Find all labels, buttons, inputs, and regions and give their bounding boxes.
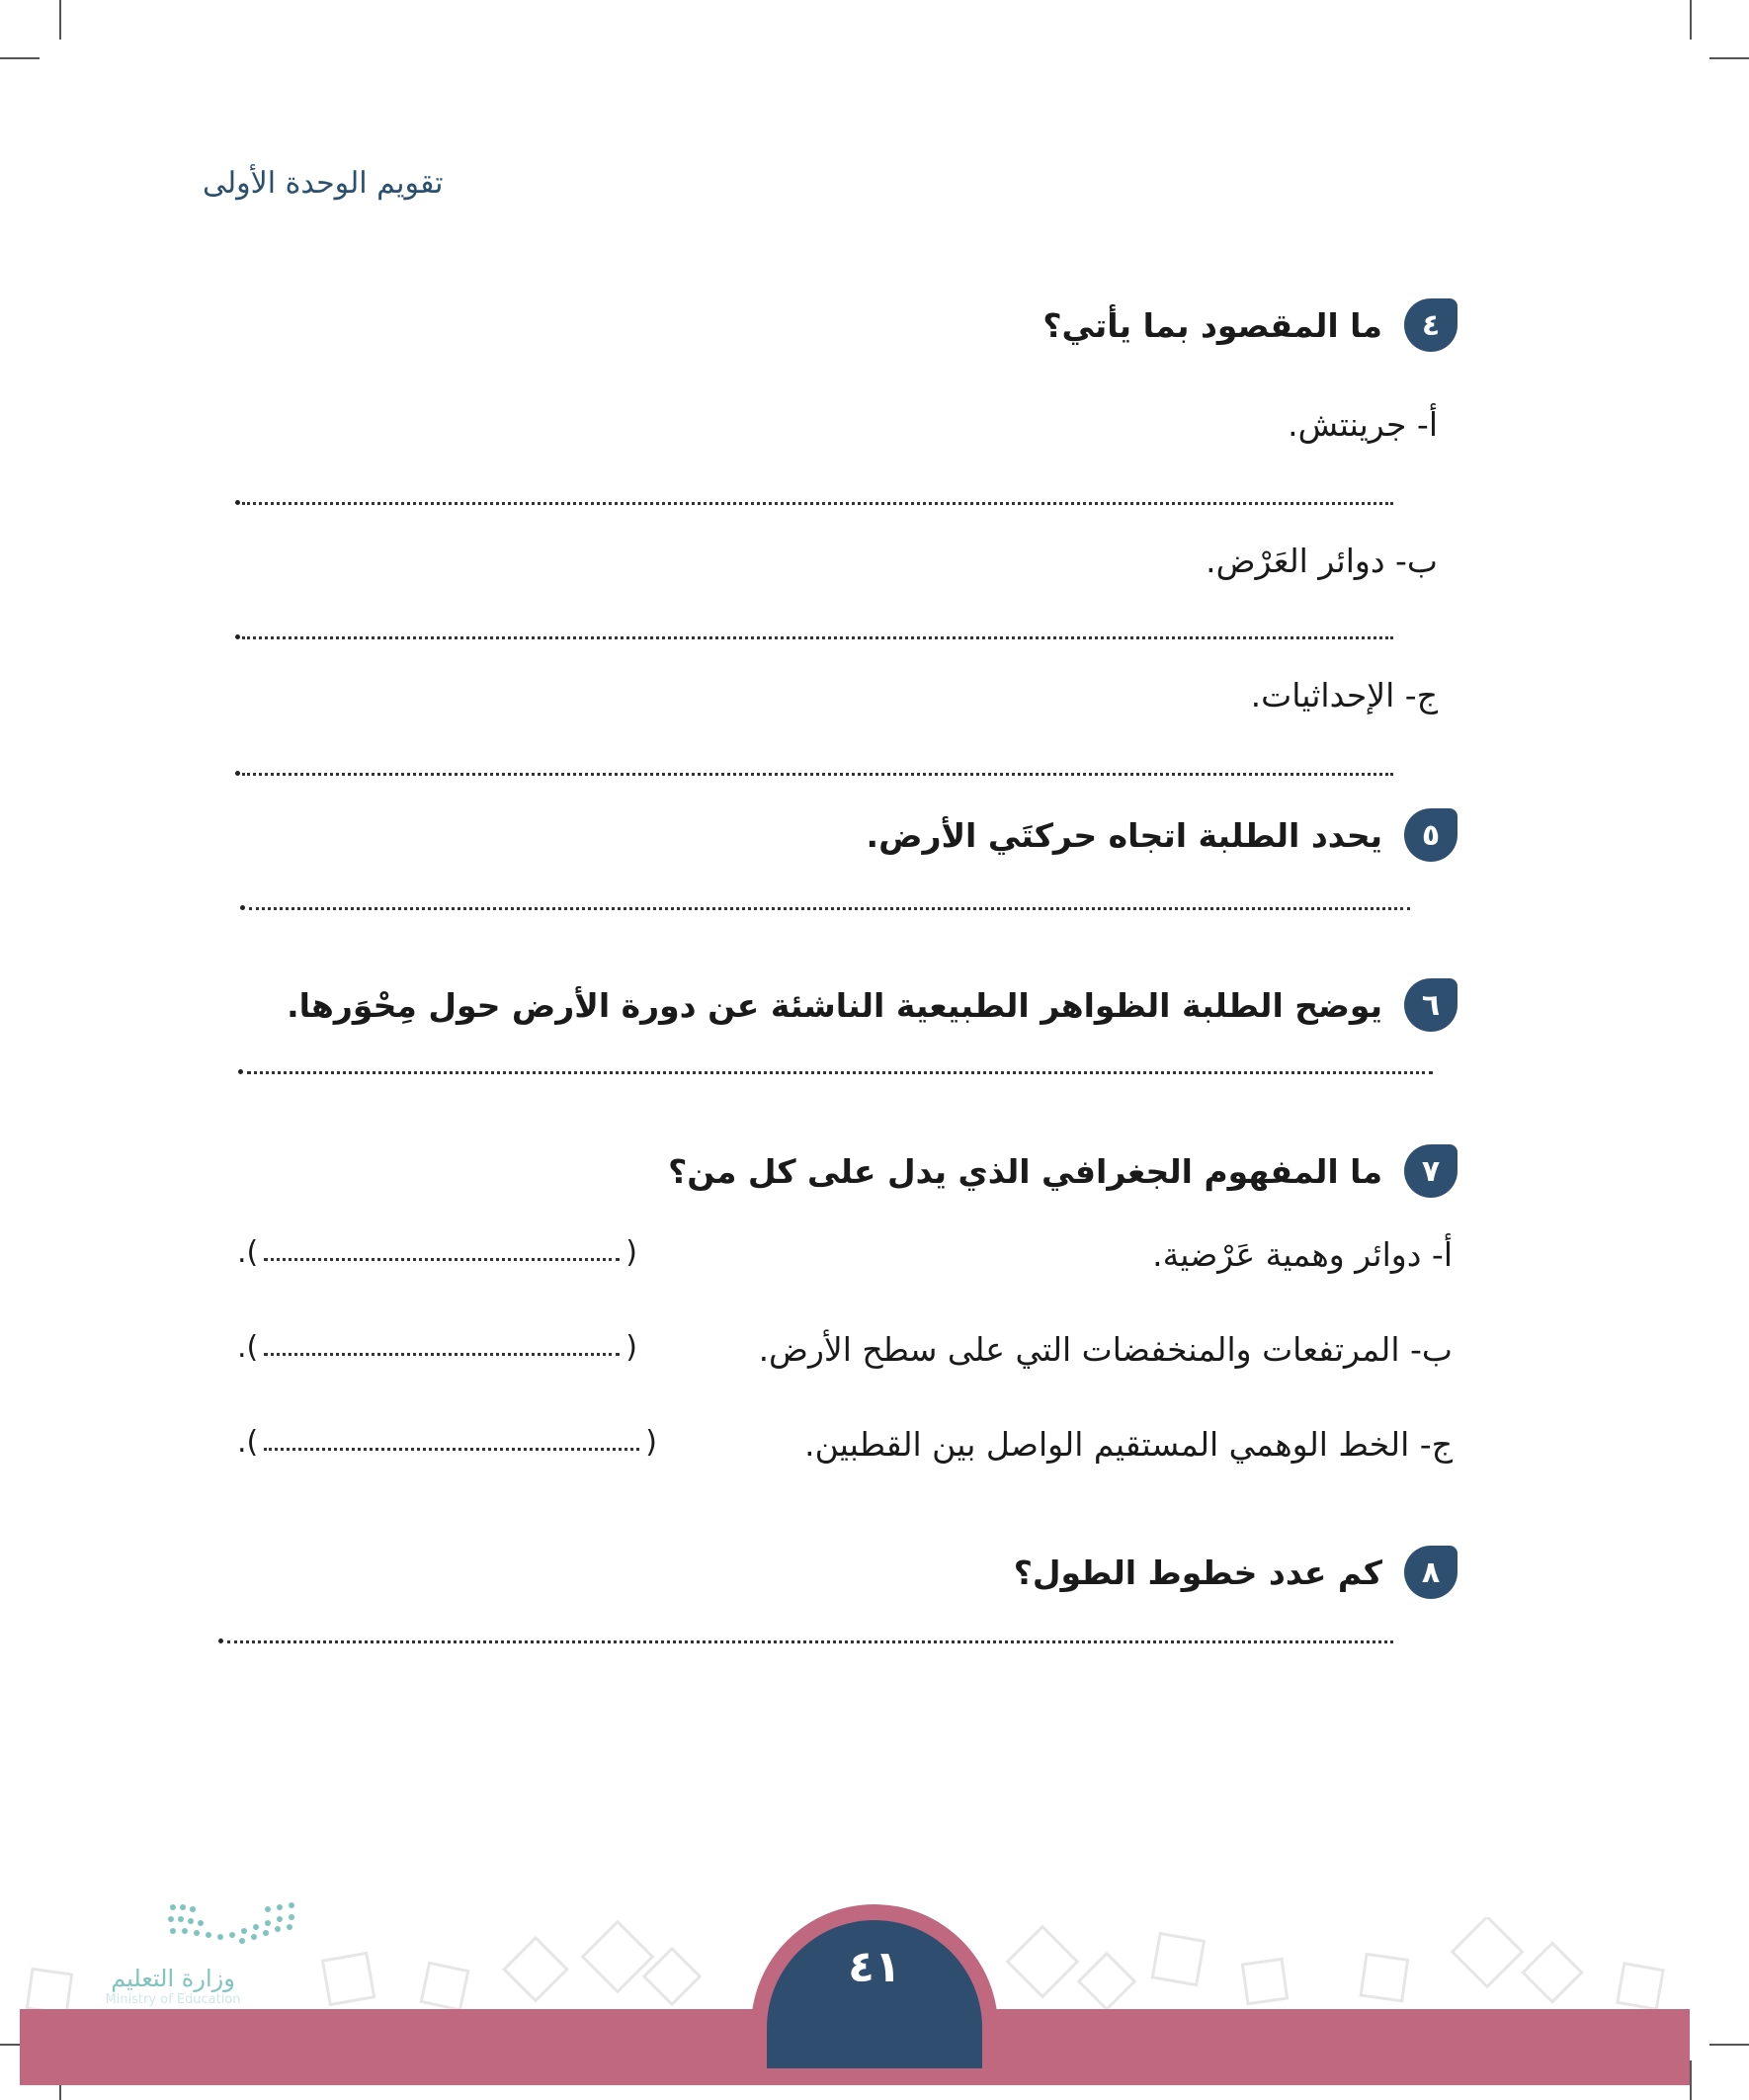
answer-item — [1251, 676, 1438, 714]
answer-line[interactable] — [247, 1071, 1433, 1074]
crop-mark — [1709, 2044, 1749, 2046]
crop-mark — [1709, 57, 1749, 59]
crop-mark — [59, 0, 61, 40]
item-text: دوائر العَرْض. — [1206, 542, 1385, 580]
answer-line[interactable] — [249, 907, 1410, 910]
item-letter: ب- — [1395, 542, 1438, 580]
crop-mark — [0, 57, 40, 59]
item-text: الخط الوهمي المستقيم الواصل بين القطبين. — [804, 1425, 1410, 1464]
answer-line[interactable] — [242, 773, 1393, 776]
item-letter: أ- — [1416, 405, 1438, 444]
ministry-name — [99, 1965, 247, 2007]
answer-line[interactable] — [242, 636, 1393, 639]
question-6 — [287, 978, 1458, 1032]
answer-line[interactable] — [242, 502, 1393, 505]
question-4 — [1042, 298, 1458, 352]
line-end-dot — [235, 771, 240, 776]
answer-item — [759, 1330, 1453, 1369]
question-8 — [1014, 1546, 1458, 1599]
answer-line[interactable] — [227, 1640, 1393, 1643]
question-number-badge: ٨ — [1404, 1546, 1458, 1599]
question-number-badge: ٧ — [1404, 1144, 1458, 1198]
item-letter: ب- — [1410, 1330, 1453, 1369]
ministry-name-ar: وزارة التعليم — [111, 1965, 235, 1992]
page-number: ٤١ — [767, 1920, 982, 2068]
running-title: تقويم الوحدة الأولى — [203, 166, 444, 201]
question-text: ما المفهوم الجغرافي الذي يدل على كل من؟ — [668, 1151, 1382, 1191]
question-number-badge: ٥ — [1404, 808, 1458, 862]
crop-mark — [1690, 0, 1692, 40]
question-7 — [668, 1144, 1458, 1198]
item-letter: ج- — [1419, 1425, 1453, 1464]
answer-item — [804, 1425, 1453, 1464]
answer-item — [1288, 405, 1438, 444]
question-text: يحدد الطلبة اتجاه حركتَي الأرض. — [866, 815, 1382, 855]
line-end-dot — [235, 634, 240, 639]
question-text: يوضح الطلبة الظواهر الطبيعية الناشئة عن دورة الأرض حول مِحْوَرها. — [287, 985, 1382, 1025]
answer-blank[interactable]: .( ) — [237, 1330, 637, 1365]
question-5 — [867, 808, 1458, 862]
question-number-badge: ٤ — [1404, 298, 1458, 352]
line-end-dot — [238, 1069, 243, 1074]
item-letter: أ- — [1431, 1235, 1453, 1274]
ministry-name-en: Ministry of Education — [105, 1992, 241, 2007]
question-text: كم عدد خطوط الطول؟ — [1013, 1553, 1382, 1592]
item-text: المرتفعات والمنخفضات التي على سطح الأرض. — [758, 1330, 1400, 1369]
answer-item — [1152, 1235, 1453, 1274]
answer-blank[interactable]: .( ) — [237, 1235, 637, 1270]
line-end-dot — [240, 905, 245, 910]
item-text: جرينتش. — [1288, 405, 1407, 444]
item-text: دوائر وهمية عَرْضية. — [1152, 1235, 1422, 1274]
answer-blank[interactable]: .( ) — [237, 1425, 657, 1460]
question-number-badge: ٦ — [1404, 978, 1458, 1032]
line-end-dot — [218, 1638, 223, 1643]
question-text: ما المقصود بما يأتي؟ — [1042, 305, 1382, 345]
item-letter: ج- — [1404, 676, 1438, 714]
line-end-dot — [235, 500, 240, 505]
answer-item — [1206, 542, 1438, 580]
crop-mark — [1690, 2060, 1692, 2100]
item-text: الإحداثيات. — [1250, 676, 1395, 714]
